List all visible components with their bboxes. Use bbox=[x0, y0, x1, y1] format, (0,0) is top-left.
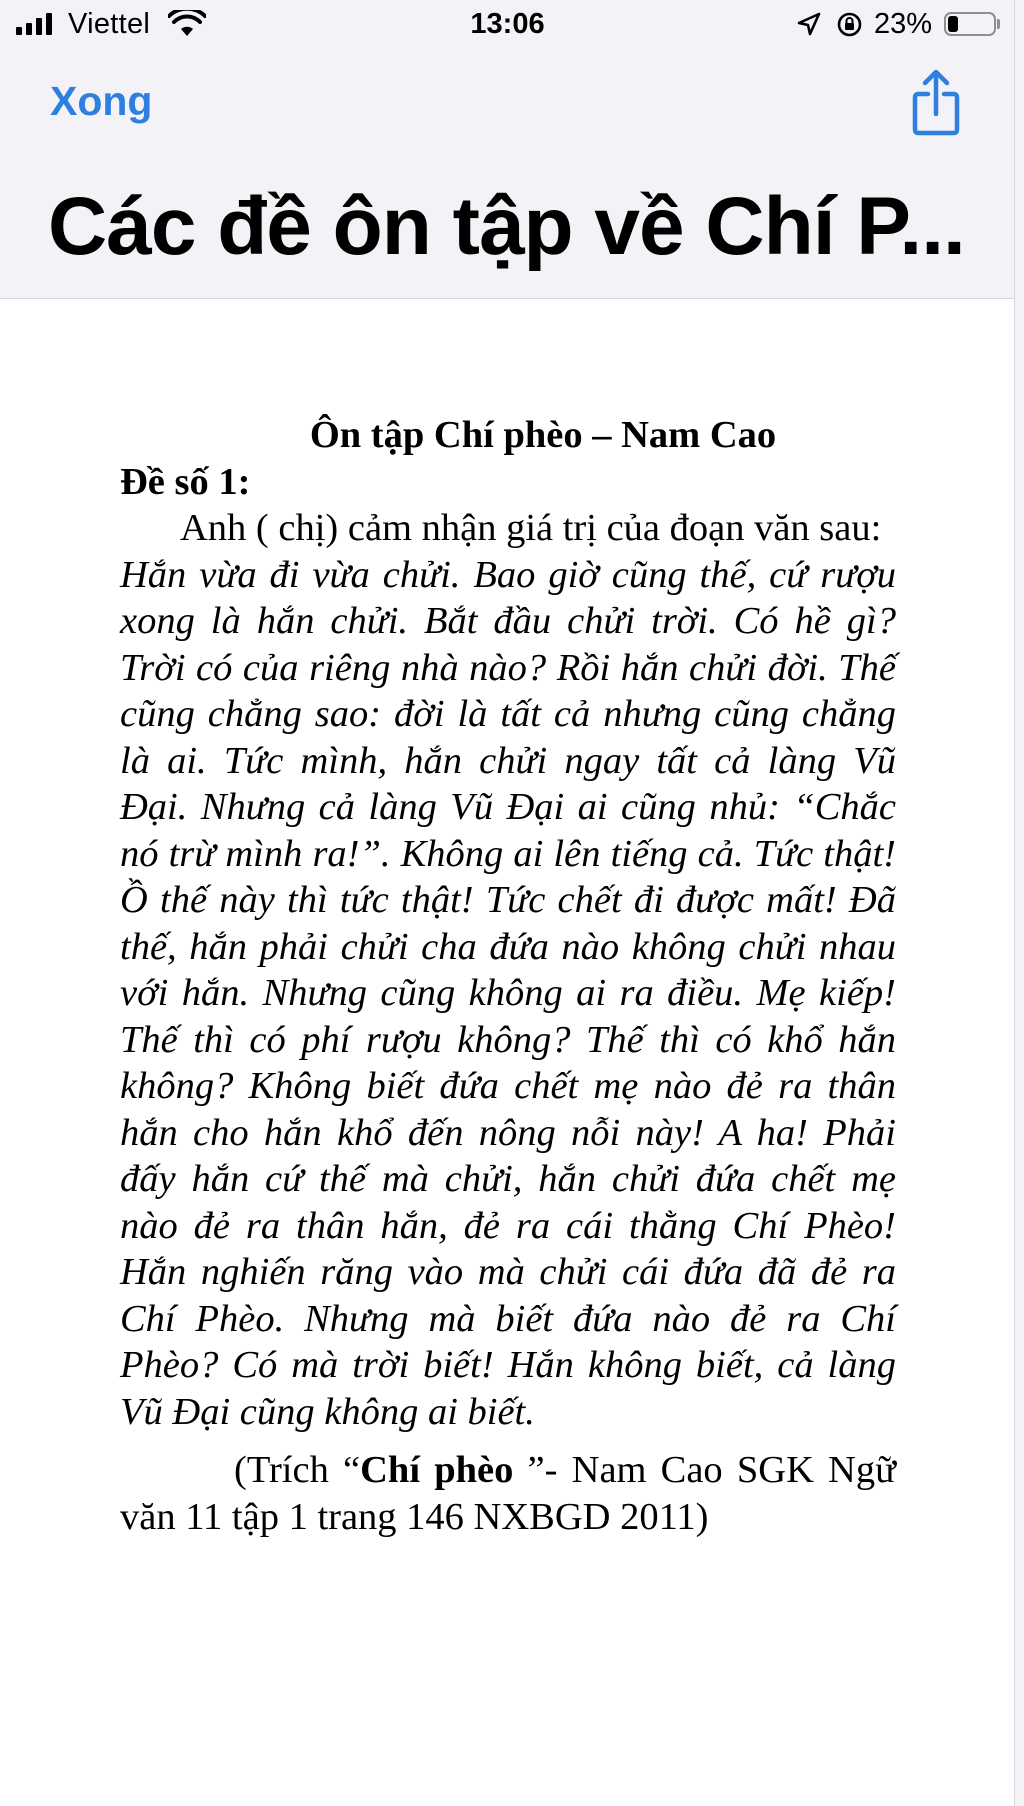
page-title: Các đề ôn tập về Chí P... bbox=[48, 181, 965, 272]
instruction-text: Anh ( chị) cảm nhận giá trị của đoạn văn sau: bbox=[180, 507, 882, 549]
scroll-edge bbox=[1014, 0, 1024, 1806]
excerpt-text: Hắn vừa đi vừa chửi. Bao giờ cũng thế, cứ rượu xong là hắn chửi. Bắt đầu chửi trời. Có hề gì? Trời có của riêng nhà nào? Rồi hắn chửi đời. Thế cũng chẳng sao: đời là tất cả nhưng cũng chẳng là ai. Tức mình, hắn chửi ngay tất cả làng Vũ Đại. Nhưng cả làng Vũ Đại ai cũng nhủ: “Chắc nó trừ mình ra!”. Không ai lên tiếng cả. Tức thật! Ồ thế này thì tức thật! Tức chết đi được mất! Đã thế, hắn phải chửi cha đứa nào không chửi nhau với hắn. Nhưng cũng không ai ra điều. Mẹ kiếp! Thế thì có phí rượu không? Thế thì có khổ hắn không? Không biết đứa chết mẹ nào đẻ ra thân hắn cho hắn khổ đến nông nỗi này! A ha! Phải đấy hắn cứ thế mà chửi, hắn chửi đứa chết mẹ nào đẻ ra thân hắn, đẻ ra cái thằng Chí Phèo! Hắn nghiến răng vào mà chửi cái đứa đã đẻ ra Chí Phèo. Nhưng mà biết đứa nào đẻ ra Chí Phèo? Có mà trời biết! Hắn không biết, cả làng Vũ Đại cũng không ai biết. bbox=[120, 553, 896, 1433]
carrier-name: Viettel bbox=[68, 8, 151, 40]
location-arrow-icon bbox=[796, 11, 822, 37]
citation bbox=[120, 1447, 896, 1540]
exercise-label: Đề số 1: bbox=[120, 460, 251, 503]
rotation-lock-icon bbox=[836, 11, 863, 38]
battery-tip bbox=[997, 19, 1000, 29]
battery-level-fill bbox=[948, 16, 958, 32]
battery-percent: 23% bbox=[874, 8, 933, 40]
done-button[interactable]: Xong bbox=[50, 78, 153, 124]
status-bar bbox=[0, 0, 1015, 50]
battery-icon bbox=[944, 12, 996, 36]
document-page bbox=[120, 412, 896, 1540]
citation-suffix: ”- Nam Cao SGK Ngữ văn 11 tập 1 trang 146 NXBGD 2011) bbox=[120, 1449, 896, 1538]
status-time: 13:06 bbox=[470, 8, 545, 40]
citation-prefix: (Trích “ bbox=[234, 1449, 361, 1491]
document-title: Ôn tập Chí phèo – Nam Cao bbox=[309, 414, 777, 456]
citation-work: Chí phèo bbox=[360, 1449, 514, 1491]
share-icon[interactable] bbox=[908, 68, 964, 136]
